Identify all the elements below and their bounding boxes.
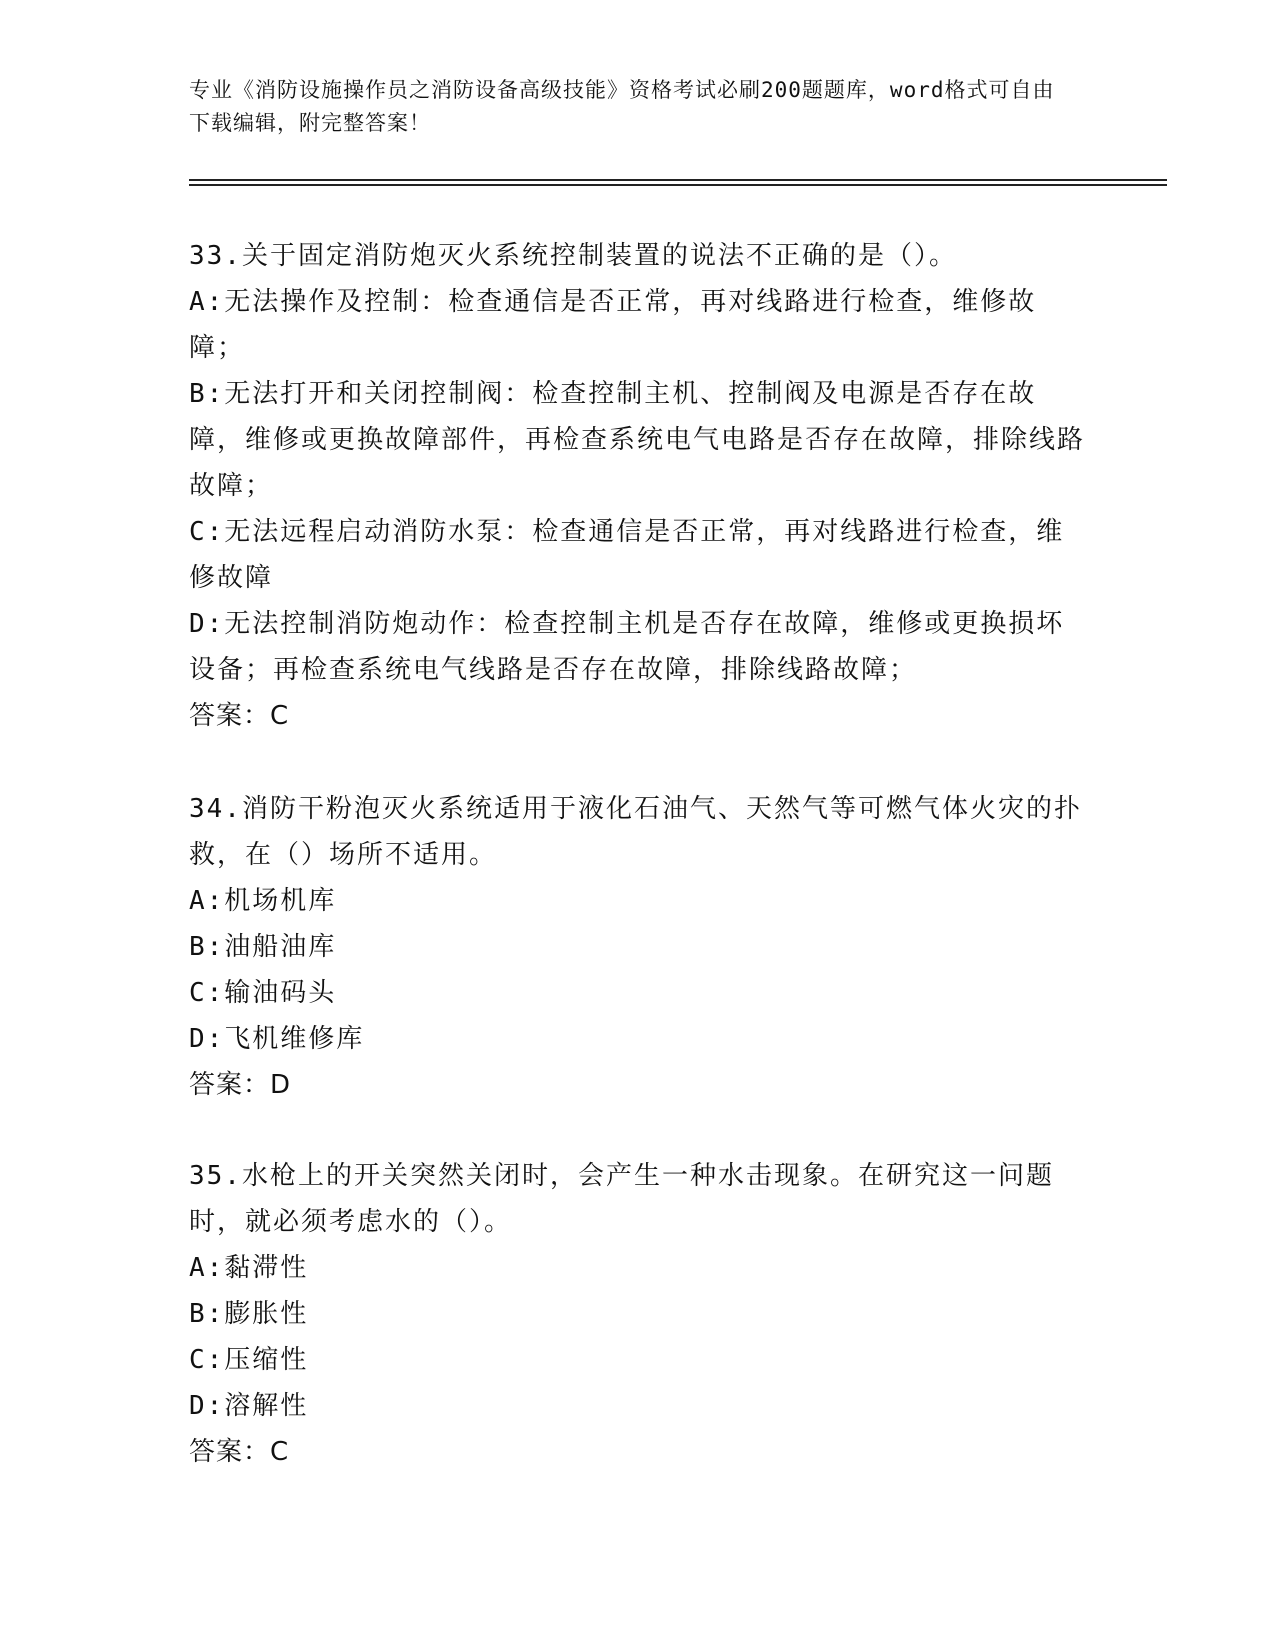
question-35	[189, 1153, 1089, 1475]
question-stem: 33.关于固定消防炮灭火系统控制装置的说法不正确的是（）。	[189, 241, 957, 271]
option-b: B:膨胀性	[189, 1299, 309, 1329]
option-c: C:无法远程启动消防水泵：检查通信是否正常，再对线路进行检查，维修故障	[189, 517, 1065, 593]
answer: 答案：D	[189, 1070, 292, 1100]
option-b: B:无法打开和关闭控制阀：检查控制主机、控制阀及电源是否存在故障，维修或更换故障部件，再检查系统电气电路是否存在故障，排除线路故障；	[189, 379, 1086, 501]
option-d: D:无法控制消防炮动作：检查控制主机是否存在故障，维修或更换损坏设备；再检查系统电气线路是否存在故障，排除线路故障；	[189, 609, 1065, 685]
question-34	[189, 786, 1089, 1108]
header-divider-top	[189, 179, 1167, 181]
option-a: A:无法操作及控制：检查通信是否正常，再对线路进行检查，维修故障；	[189, 287, 1037, 363]
option-a: A:机场机库	[189, 886, 337, 916]
option-c: C:压缩性	[189, 1345, 309, 1375]
option-c: C:输油码头	[189, 978, 337, 1008]
document-header	[189, 74, 1069, 140]
option-b: B:油船油库	[189, 932, 337, 962]
question-33	[189, 233, 1089, 739]
header-divider-bottom	[189, 184, 1167, 186]
question-stem: 34.消防干粉泡灭火系统适用于液化石油气、天然气等可燃气体火灾的扑救，在（）场所不适用。	[189, 794, 1082, 870]
option-d: D:飞机维修库	[189, 1024, 365, 1054]
option-a: A:黏滞性	[189, 1253, 309, 1283]
answer: 答案：C	[189, 1437, 290, 1467]
answer: 答案：C	[189, 701, 290, 731]
question-stem: 35.水枪上的开关突然关闭时，会产生一种水击现象。在研究这一问题时，就必须考虑水的（）。	[189, 1161, 1054, 1237]
option-d: D:溶解性	[189, 1391, 309, 1421]
header-text: 专业《消防设施操作员之消防设备高级技能》资格考试必刷200题题库，word格式可自由下载编辑，附完整答案！	[189, 78, 1055, 135]
